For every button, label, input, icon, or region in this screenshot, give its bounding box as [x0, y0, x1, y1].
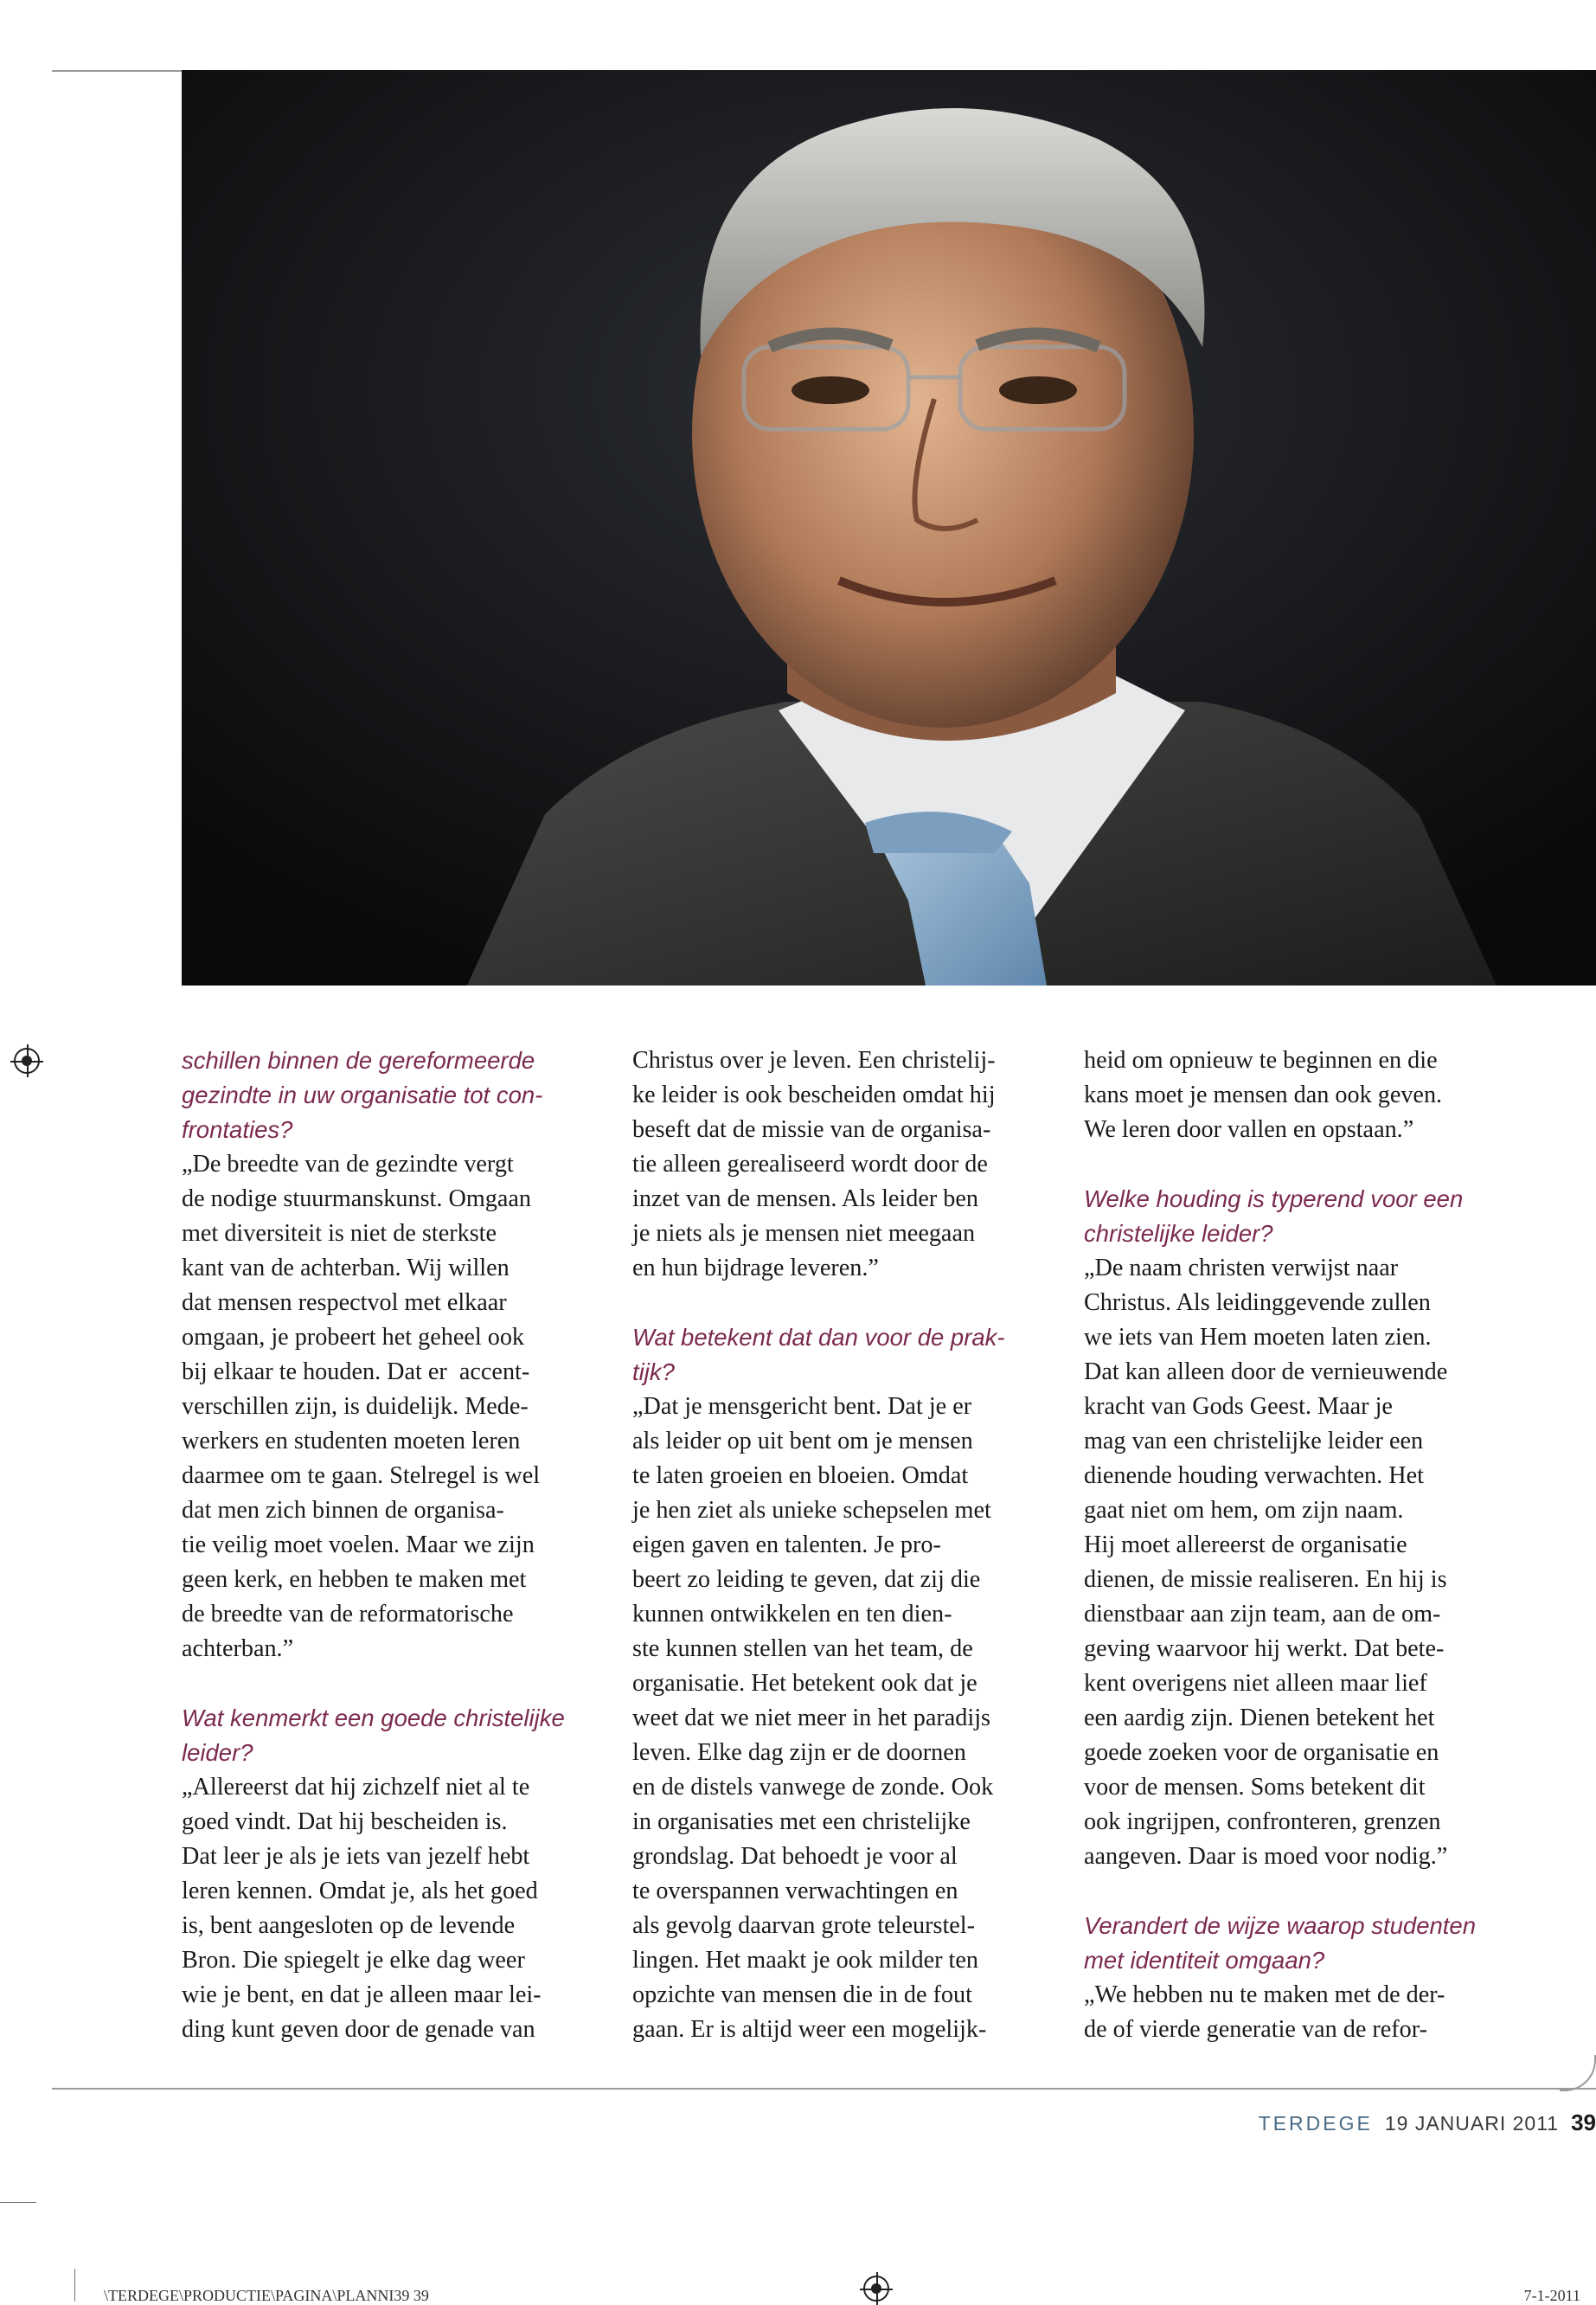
body-text-line: wie je bent, en dat je alleen maar lei- [182, 1981, 542, 2008]
body-text-line: dat men zich binnen de organisa- [182, 1497, 504, 1524]
body-text-line: heid om opnieuw te beginnen en die [1084, 1047, 1438, 1074]
body-text-line: we iets van Hem moeten laten zien. [1084, 1324, 1432, 1351]
body-text-line: de of vierde generatie van de refor- [1084, 2016, 1427, 2043]
body-text-line: werkers en studenten moeten leren [182, 1428, 521, 1454]
issue-date: 19 JANUARI 2011 [1384, 2112, 1560, 2135]
body-text-line: de nodige stuurmanskunst. Omgaan [182, 1185, 531, 1212]
crop-mark-horizontal [0, 2202, 36, 2203]
body-text-line: je hen ziet als unieke schepselen met [632, 1497, 991, 1524]
body-text-line: omgaan, je probeert het geheel ook [182, 1324, 525, 1351]
body-text-line: als leider op uit bent om je mensen [632, 1428, 973, 1454]
body-text-line: Bron. Die spiegelt je elke dag weer [182, 1947, 525, 1974]
body-text-line: grondslag. Dat behoedt je voor al [632, 1843, 958, 1870]
body-text-line: achterban.” [182, 1635, 294, 1662]
crop-mark-vertical [74, 2269, 75, 2302]
body-text-line: ste kunnen stellen van het team, de [632, 1635, 973, 1662]
portrait-illustration [182, 70, 1596, 986]
page-number: 39 [1571, 2109, 1596, 2135]
body-text-line: Christus over je leven. Een christelij- [632, 1047, 996, 1074]
registration-mark-left [14, 1048, 40, 1074]
body-text-line: en de distels vanwege de zonde. Ook [632, 1774, 994, 1801]
body-text-line: dienstbaar aan zijn team, aan de om- [1084, 1601, 1441, 1628]
interview-question-line: leider? [182, 1739, 253, 1766]
body-text-line: je niets als je mensen niet meegaan [632, 1220, 976, 1247]
interview-question-line: christelijke leider? [1084, 1220, 1273, 1247]
body-text-line: „Allereerst dat hij zichzelf niet al te [182, 1774, 530, 1801]
interview-question-line: tijk? [632, 1358, 675, 1385]
body-text-line: „We hebben nu te maken met de der- [1084, 1981, 1445, 2008]
bottom-right-corner-mark [1560, 2055, 1596, 2091]
body-text-line: en hun bijdrage leveren.” [632, 1255, 879, 1281]
body-text-line: dat mensen respectvol met elkaar [182, 1289, 507, 1316]
body-text-line: Dat kan alleen door de vernieuwende [1084, 1358, 1448, 1385]
body-text-line: Christus. Als leidinggevende zullen [1084, 1289, 1431, 1316]
production-slug: \TERDEGE\PRODUCTIE\PAGINA\PLANNI39 39 [104, 2287, 429, 2304]
body-text-line: eigen gaven en talenten. Je pro- [632, 1531, 941, 1558]
body-text-line: geen kerk, en hebben te maken met [182, 1566, 527, 1593]
portrait-photo [182, 70, 1596, 986]
body-text-line: opzichte van mensen die in de fout [632, 1981, 972, 2008]
body-text-line: kant van de achterban. Wij willen [182, 1255, 510, 1281]
interview-question-line: Wat betekent dat dan voor de prak- [632, 1324, 1005, 1351]
page-footer [1259, 2109, 1596, 2144]
interview-question-line: gezindte in uw organisatie tot con- [182, 1082, 543, 1108]
body-text-line: weet dat we niet meer in het paradijs [632, 1705, 991, 1731]
body-text-line: ding kunt geven door de genade van [182, 2016, 535, 2043]
body-text-line: mag van een christelijke leider een [1084, 1428, 1424, 1454]
body-text-line: beert zo leiding te geven, dat zij die [632, 1566, 981, 1593]
body-text-line: leren kennen. Omdat je, als het goed [182, 1878, 538, 1904]
interview-question-line: Welke houding is typerend voor een [1084, 1185, 1464, 1212]
body-text-line: „Dat je mensgericht bent. Dat je er [632, 1393, 972, 1420]
body-text-line: te overspannen verwachtingen en [632, 1878, 958, 1904]
body-text-line: een aardig zijn. Dienen betekent het [1084, 1705, 1435, 1731]
body-text-line: „De breedte van de gezindte vergt [182, 1151, 514, 1178]
body-text-line: te laten groeien en bloeien. Omdat [632, 1462, 969, 1489]
interview-question-line: frontaties? [182, 1116, 293, 1143]
body-text-line: gaat niet om hem, om zijn naam. [1084, 1497, 1404, 1524]
body-text-line: is, bent aangesloten op de levende [182, 1912, 516, 1939]
body-text-line: Hij moet allereerst de organisatie [1084, 1531, 1407, 1558]
body-text-line: leven. Elke dag zijn er de doornen [632, 1739, 966, 1766]
body-text-line: ke leider is ook bescheiden omdat hij [632, 1082, 996, 1108]
body-text-line: organisatie. Het betekent ook dat je [632, 1670, 977, 1697]
body-text-line: inzet van de mensen. Als leider ben [632, 1185, 978, 1212]
body-text-line: „De naam christen verwijst naar [1084, 1255, 1399, 1281]
registration-mark-bottom [863, 2276, 889, 2302]
body-text-line: dienen, de missie realiseren. En hij is [1084, 1566, 1447, 1593]
body-text-line: de breedte van de reformatorische [182, 1601, 514, 1628]
interview-question-line: Verandert de wijze waarop studenten [1084, 1912, 1477, 1939]
body-text-line: We leren door vallen en opstaan.” [1084, 1116, 1414, 1143]
body-text-line: Dat leer je als je iets van jezelf hebt [182, 1843, 530, 1870]
body-text-line: voor de mensen. Soms betekent dit [1084, 1774, 1426, 1801]
text-column-2 [632, 1043, 1048, 2047]
body-text-line: gaan. Er is altijd weer een mogelijk- [632, 2016, 987, 2043]
body-text-line: als gevolg daarvan grote teleurstel- [632, 1912, 976, 1939]
body-text-line: bij elkaar te houden. Dat er accent- [182, 1358, 530, 1385]
interview-question-line: Wat kenmerkt een goede christelijke [182, 1705, 565, 1731]
body-text-line: kracht van Gods Geest. Maar je [1084, 1393, 1393, 1420]
body-text-line: dienende houding verwachten. Het [1084, 1462, 1424, 1489]
magazine-name: TERDEGE [1258, 2112, 1373, 2135]
body-text-line: aangeven. Daar is moed voor nodig.” [1084, 1843, 1448, 1870]
production-date: 7-1-2011 [1523, 2287, 1580, 2304]
body-text-line: ook ingrijpen, confronteren, grenzen [1084, 1808, 1441, 1835]
interview-question-line: met identiteit omgaan? [1084, 1947, 1325, 1974]
text-column-1 [182, 1043, 597, 2047]
interview-question-line: schillen binnen de gereformeerde [182, 1047, 535, 1074]
body-text-line: met diversiteit is niet de sterkste [182, 1220, 497, 1247]
body-text-line: kunnen ontwikkelen en ten dien- [632, 1601, 952, 1628]
bottom-trim-line [52, 2088, 1596, 2090]
text-column-3 [1084, 1043, 1499, 2047]
body-text-line: geving waarvoor hij werkt. Dat bete- [1084, 1635, 1445, 1662]
body-text-line: goed vindt. Dat hij bescheiden is. [182, 1808, 508, 1835]
body-text-line: goede zoeken voor de organisatie en [1084, 1739, 1439, 1766]
body-text-line: daarmee om te gaan. Stelregel is wel [182, 1462, 541, 1489]
body-text-line: in organisaties met een christelijke [632, 1808, 971, 1835]
body-text-line: lingen. Het maakt je ook milder ten [632, 1947, 978, 1974]
body-text-line: kans moet je mensen dan ook geven. [1084, 1082, 1443, 1108]
body-text-line: beseft dat de missie van de organisa- [632, 1116, 991, 1143]
body-text-line: kent overigens niet alleen maar lief [1084, 1670, 1427, 1697]
body-text-line: tie alleen gerealiseerd wordt door de [632, 1151, 988, 1178]
body-text-line: tie veilig moet voelen. Maar we zijn [182, 1531, 535, 1558]
body-text-line: verschillen zijn, is duidelijk. Mede- [182, 1393, 529, 1420]
